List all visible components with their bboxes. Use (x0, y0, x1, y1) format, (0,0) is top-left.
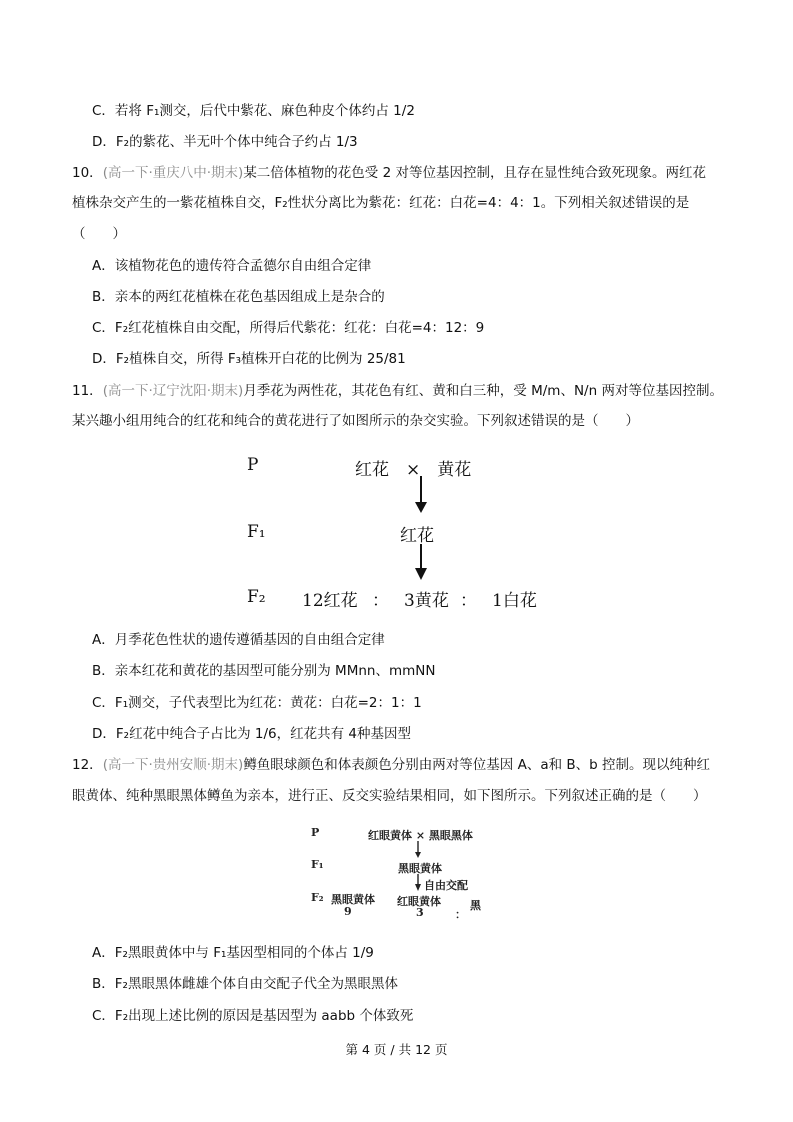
f2-white-ratio: 1白花 (492, 591, 537, 611)
generation-p-label: P (247, 455, 259, 475)
generation-f1-label: F₁ (311, 858, 324, 871)
generation-f2-label: F₂ (311, 891, 324, 904)
f1-phenotype: 黑眼黄体 (398, 862, 442, 875)
q9-option-c: C．若将 F₁测交，后代中紫花、麻色种皮个体约占 1/2 (92, 103, 415, 119)
q11-option-a: A．月季花色性状的遗传遵循基因的自由组合定律 (92, 632, 385, 648)
q12-option-c: C．F₂出现上述比例的原因是基因型为 aabb 个体致死 (92, 1008, 414, 1024)
f2-phenotype-b-count: 3 (416, 906, 424, 919)
q11-arrow-f1-to-f2 (415, 544, 427, 580)
question-source: (高一下·辽宁沈阳·期末) (102, 383, 244, 399)
f2-phenotype-c-cropped: 黑 (470, 899, 481, 912)
q11-option-c: C．F₁测交，子代表型比为红花：黄花：白花=2：1：1 (92, 695, 422, 711)
q10-stem-line3: （ ） (72, 226, 126, 242)
q9-option-d: D．F₂的紫花、半无叶个体中纯合子约占 1/3 (92, 134, 358, 150)
generation-f2-label: F₂ (247, 587, 266, 607)
question-number: 11． (72, 383, 103, 399)
q12-stem-line2: 眼黄体、纯种黑眼黑体鳟鱼为亲本，进行正、反交实验结果相同，如下图所示。下列叙述正确的是（ ） (72, 788, 707, 804)
ratio-colon: ： (372, 591, 389, 611)
ratio-colon: ： (460, 591, 477, 611)
q10-option-d: D．F₂植株自交，所得 F₃植株开白花的比例为 25/81 (92, 351, 406, 367)
q11-option-b: B．亲本红花和黄花的基因型可能分别为 MMnn、mmNN (92, 663, 436, 679)
f2-yellow-ratio: 3黄花 (404, 591, 449, 611)
generation-f1-label: F₁ (247, 522, 266, 542)
mating-label: 自由交配 (424, 879, 468, 892)
q10-option-c: C．F₂红花植株自由交配，所得后代紫花：红花：白花=4：12：9 (92, 320, 485, 336)
f2-phenotype-a-count: 9 (344, 905, 352, 918)
f2-phenotype-a: 黑眼黄体 (331, 893, 375, 906)
question-source: (高一下·重庆八中·期末) (102, 165, 244, 181)
q12-arrow-p-to-f1 (415, 841, 421, 858)
q10-option-a: A．该植物花色的遗传符合孟德尔自由组合定律 (92, 258, 372, 274)
q12-option-a: A．F₂黑眼黄体中与 F₁基因型相同的个体占 1/9 (92, 945, 374, 961)
q10-stem-line2: 植株杂交产生的一紫花植株自交，F₂性状分离比为紫花：红花：白花=4：4：1。下列相关叙述错误的是 (72, 195, 690, 211)
stem-text: 鳟鱼眼球颜色和体表颜色分别由两对等位基因 A、a和 B、b 控制。现以纯种红 (243, 757, 711, 773)
stem-text: 某二倍体植物的花色受 2 对等位基因控制，且存在显性纯合致死现象。两红花 (243, 165, 706, 181)
q12-arrow-f1-to-f2 (415, 874, 421, 891)
q10-option-b: B．亲本的两红花植株在花色基因组成上是杂合的 (92, 289, 385, 305)
question-number: 12． (72, 757, 103, 773)
stem-text: 月季花为两性花，其花色有红、黄和白三种，受 M/m、N/n 两对等位基因控制。 (243, 383, 723, 399)
f1-phenotype: 红花 (400, 526, 434, 546)
parent-cross: 红花 × 黄花 (355, 460, 472, 480)
question-number: 10． (72, 165, 103, 181)
f2-red-ratio: 12红花 (302, 591, 358, 611)
question-source: (高一下·贵州安顺·期末) (102, 757, 244, 773)
q11-arrow-p-to-f1 (415, 476, 427, 513)
generation-p-label: P (311, 826, 320, 839)
ratio-colon: ： (455, 908, 466, 921)
q11-stem-line2: 某兴趣小组用纯合的红花和纯合的黄花进行了如图所示的杂交实验。下列叙述错误的是（ ） (72, 413, 639, 429)
q12-option-b: B．F₂黑眼黑体雌雄个体自由交配子代全为黑眼黑体 (92, 976, 398, 992)
page-footer: 第 4 页 / 共 12 页 (345, 1042, 448, 1057)
f2-phenotype-b: 红眼黄体 (397, 895, 441, 908)
q11-option-d: D．F₂红花中纯合子占比为 1/6，红花共有 4种基因型 (92, 726, 411, 742)
parent-cross: 红眼黄体 × 黑眼黑体 (368, 829, 473, 842)
